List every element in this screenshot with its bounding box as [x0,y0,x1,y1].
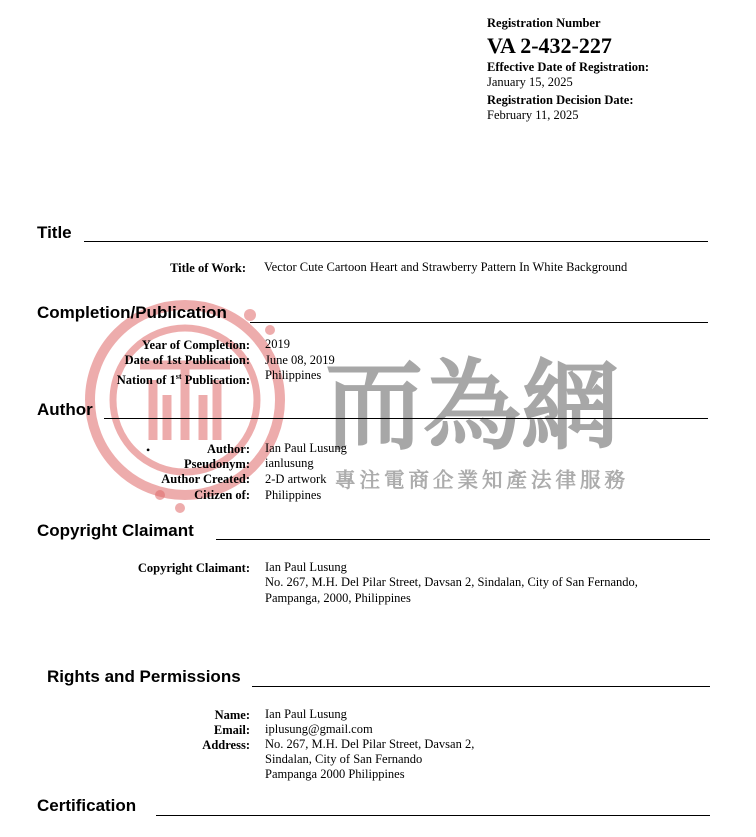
section-title-author: Author [37,400,93,419]
effective-date-label: Effective Date of Registration: [487,60,650,74]
rights-address-label: Address: [202,738,250,752]
nation-publication-label: Nation of 1st Publication: [116,372,250,388]
section-title-completion: Completion/Publication [37,303,227,322]
first-publication-value: June 08, 2019 [265,353,335,367]
section-title-certification: Certification [37,796,137,815]
author-label: Author: [206,442,250,456]
section-rule [216,539,710,540]
decision-date: February 11, 2025 [487,108,579,122]
claimant-address-line2: Pampanga, 2000, Philippines [265,591,411,605]
first-publication-label: Date of 1st Publication: [124,353,250,367]
title-of-work-label: Title of Work: [170,261,246,275]
pseudonym-label: Pseudonym: [184,457,250,471]
year-completion-value: 2019 [265,337,290,351]
claimant-name: Ian Paul Lusung [265,560,347,574]
claimant-label: Copyright Claimant: [137,561,250,575]
author-created-label: Author Created: [161,472,250,486]
svg-text:專注電商企業知產法律服務: 專注電商企業知產法律服務 [335,468,629,492]
decision-date-label: Registration Decision Date: [487,93,634,107]
rights-email-label: Email: [213,723,250,737]
rights-address-line3: Pampanga 2000 Philippines [265,767,405,781]
rights-email-value: iplusung@gmail.com [265,722,373,736]
registration-block [487,16,649,126]
bullet-icon: • [146,443,151,457]
citizen-value: Philippines [265,488,322,502]
watermark [85,290,705,535]
section-rule [156,815,710,816]
registration-number: VA 2-432-227 [487,33,612,58]
svg-text:而為網: 而為網 [325,350,620,464]
registration-number-label: Registration Number [487,16,601,30]
section-title-rights: Rights and Permissions [47,667,241,686]
nation-publication-value: Philippines [265,368,322,382]
author-created-value: 2-D artwork [265,472,327,486]
section-rule [252,686,710,687]
rights-name-label: Name: [214,708,250,722]
year-completion-label: Year of Completion: [141,338,250,352]
section-title-title: Title [37,223,72,242]
section-rule [250,322,708,323]
effective-date: January 15, 2025 [487,75,573,89]
claimant-address-line1: No. 267, M.H. Del Pilar Street, Davsan 2, Sindalan, City of San Fernando, [265,575,638,589]
author-value: Ian Paul Lusung [265,441,347,455]
rights-address-line1: No. 267, M.H. Del Pilar Street, Davsan 2, [265,737,475,751]
section-title-claimant: Copyright Claimant [37,521,194,540]
watermark-logo-icon [85,290,705,530]
rights-name-value: Ian Paul Lusung [265,707,347,721]
section-rule [84,241,708,242]
rights-address-line2: Sindalan, City of San Fernando [265,752,423,766]
citizen-label: Citizen of: [194,488,250,502]
pseudonym-value: ianlusung [265,456,314,470]
title-of-work-value: Vector Cute Cartoon Heart and Strawberry Pattern In White Background [264,260,628,274]
section-rule [104,418,708,419]
